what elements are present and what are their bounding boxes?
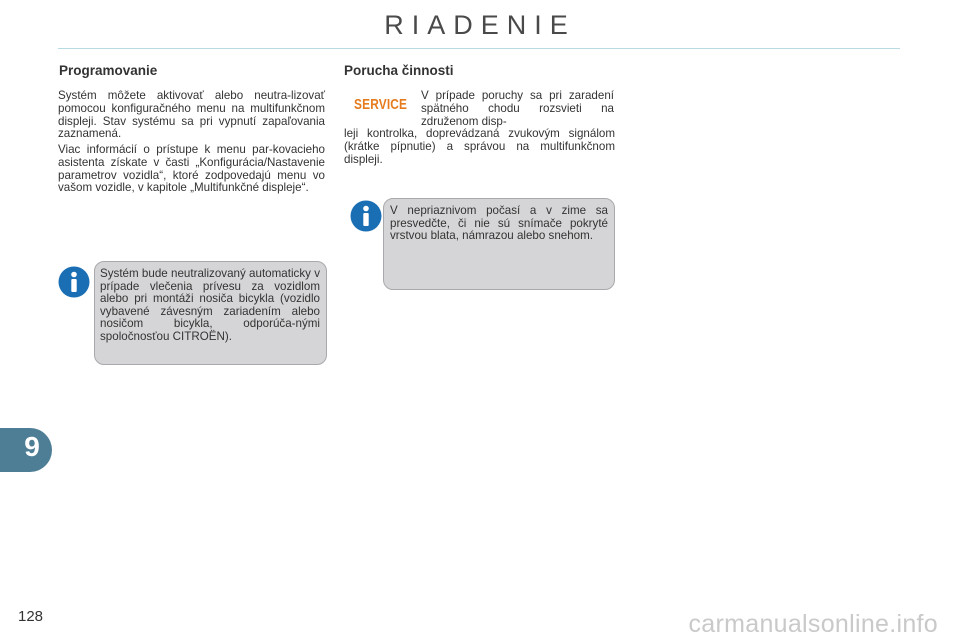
service-warning-icon: SERVICE xyxy=(354,97,408,113)
page-header-title: RIADENIE xyxy=(384,10,576,40)
info-box-weather xyxy=(383,198,615,290)
paragraph-more-info: Viac informácií o prístupe k menu par-kovacieho asistenta získate v časti „Konfigurácia/Nastavenie parametrov vozidla“, ktoré zodpovedajú menu vo vašom vozidle, v kapitole „Multifunkčné displeje“. xyxy=(58,143,325,195)
chapter-number: 9 xyxy=(24,431,40,462)
paragraph-fault-rest: leji kontrolka, doprevádzaná zvukovým signálom (krátke pípnutie) a správou na multifunkčnom displeji. xyxy=(344,127,615,166)
header-divider xyxy=(58,48,900,49)
paragraph-activation: Systém môžete aktivovať alebo neutra-lizovať pomocou konfiguračného menu na multifunkčnom displeji. Stav systému sa pri vypnutí zapaľovania zaznamená. xyxy=(58,89,325,141)
info-icon xyxy=(350,200,382,232)
page-number: 128 xyxy=(18,608,44,625)
section-title-programovanie: Programovanie xyxy=(59,63,158,78)
info-box-text: V nepriaznivom počasí a v zime sa presvedčte, či nie sú snímače pokryté vrstvou blata, námrazou alebo snehom. xyxy=(390,204,608,243)
info-icon xyxy=(58,266,90,298)
info-box-text: Systém bude neutralizovaný automaticky v prípade vlečenia prívesu za vozidlom alebo pri montáži nosiča bicykla (vozidlo vybavené závesným zariadením alebo nosičom bicykla, odporúča-nými spoločnosťou CITROËN). xyxy=(100,267,320,343)
paragraph-fault-lead: V prípade poruchy sa pri zaradení spätného chodu rozsvieti na združenom disp- xyxy=(421,89,614,128)
watermark: carmanualsonline.info xyxy=(688,610,938,638)
section-title-porucha: Porucha činnosti xyxy=(344,63,454,78)
info-box-neutralization xyxy=(94,261,327,365)
